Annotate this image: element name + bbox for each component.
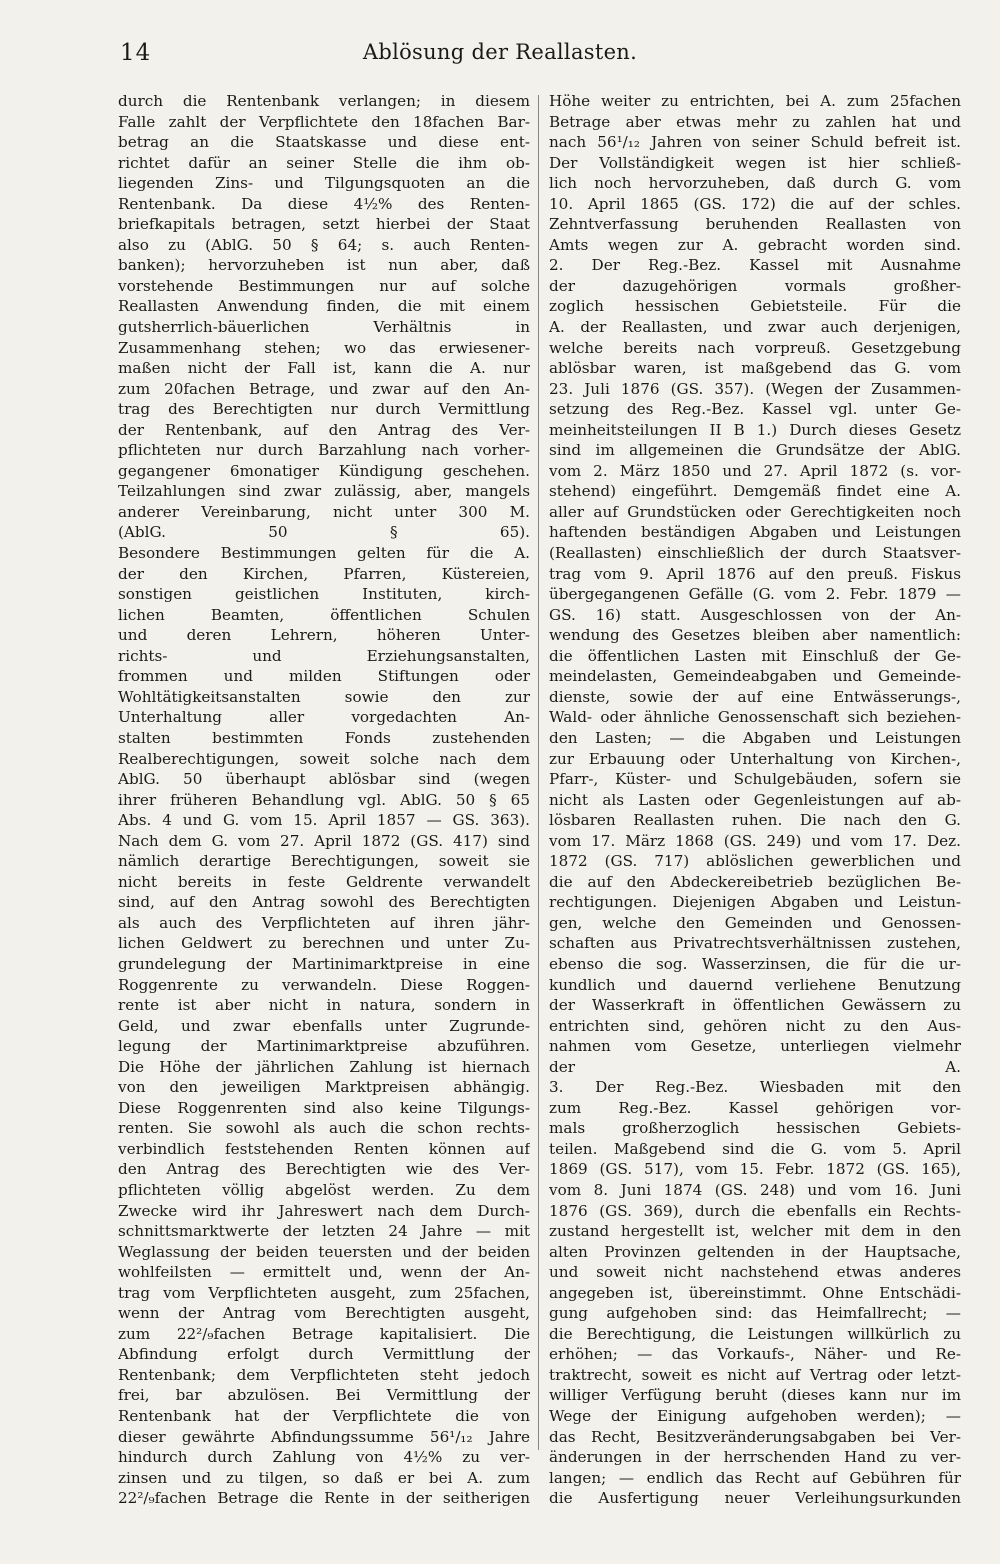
text-line: Betrage aber etwas mehr zu zahlen hat und [549,112,961,131]
text-line: mals großherzoglich hessischen Gebiets- [549,1119,961,1138]
text-line: nahmen vom Gesetze, unterliegen vielmehr [549,1037,961,1056]
text-line: betrag an die Staatskasse und diese ent- [118,133,530,152]
text-line: 23. Juli 1876 (GS. 357). (Wegen der Zusammen- [549,379,961,398]
text-line: Amts wegen zur A. gebracht worden sind. [549,235,961,254]
text-line: stehend) eingeführt. Demgemäß findet eine A. [549,482,961,501]
text-line: zinsen und zu tilgen, so daß er bei A. zum [118,1468,530,1487]
text-line: zoglich hessischen Gebietsteile. Für die [549,297,961,316]
text-line: trag des Berechtigten nur durch Vermittlung [118,400,530,419]
text-line: lichen Geldwert zu berechnen und unter Zu- [118,934,530,953]
text-line: lösbaren Reallasten ruhen. Die nach den G. [549,811,961,830]
text-line: ihrer früheren Behandlung vgl. AblG. 50 § 65 [118,790,530,809]
text-line: nämlich derartige Berechtigungen, soweit sie [118,852,530,871]
text-line: nicht als Lasten oder Gegenleistungen auf ab- [549,790,961,809]
text-line: liegenden Zins- und Tilgungsquoten an die [118,174,530,193]
text-line: alten Provinzen geltenden in der Hauptsache, [549,1242,961,1261]
text-line: ablösbar waren, ist maßgebend das G. vom [549,359,961,378]
text-line: Rentenbank; dem Verpflichteten steht jedoch [118,1365,530,1384]
text-line: der A. [549,1057,961,1076]
text-line: Geld, und zwar ebenfalls unter Zugrunde- [118,1016,530,1035]
text-line: zum 20fachen Betrage, und zwar auf den An- [118,379,530,398]
text-line: erhöhen; — das Vorkaufs-, Näher- und Re- [549,1345,961,1364]
text-line: Zehntverfassung beruhenden Reallasten von [549,215,961,234]
running-title: Ablösung der Reallasten. [362,40,638,64]
text-line: Unterhaltung aller vorgedachten An- [118,708,530,727]
text-line: der Wasserkraft in öffentlichen Gewässern zu [549,996,961,1015]
right-text-column [549,91,961,1509]
text-line: vorstehende Bestimmungen nur auf solche [118,276,530,295]
text-line: AblG. 50 überhaupt ablösbar sind (wegen [118,770,530,789]
text-line: die öffentlichen Lasten mit Einschluß der Ge- [549,646,961,665]
text-line: sind im allgemeinen die Grundsätze der AblG. [549,441,961,460]
text-line: nach 56¹/₁₂ Jahren von seiner Schuld befreit ist. [549,133,961,152]
text-line: sind, auf den Antrag sowohl des Berechtigten [118,893,530,912]
text-line: zustand hergestellt ist, welcher mit dem in den [549,1222,961,1241]
text-line: Falle zahlt der Verpflichtete den 18fachen Bar- [118,112,530,131]
text-line: der den Kirchen, Pfarren, Küstereien, [118,564,530,583]
text-line: die auf den Abdeckereibetrieb bezüglichen Be- [549,872,961,891]
text-line: kundlich und dauernd verliehene Benutzung [549,975,961,994]
column-divider [538,95,539,1450]
text-line: traktrecht, soweit es nicht auf Vertrag oder letzt- [549,1365,961,1384]
text-line: richts- und Erziehungsanstalten, [118,646,530,665]
text-line: übergegangenen Gefälle (G. vom 2. Febr. 1879 — [549,585,961,604]
text-line: haftenden beständigen Abgaben und Leistungen [549,523,961,542]
text-line: 10. April 1865 (GS. 172) die auf der schles. [549,194,961,213]
text-line: hindurch durch Zahlung von 4½% zu ver- [118,1448,530,1467]
text-line: anderer Vereinbarung, nicht unter 300 M. [118,502,530,521]
text-line: stalten bestimmten Fonds zustehenden [118,728,530,747]
text-line: grundelegung der Martinimarktpreise in eine [118,954,530,973]
text-line: Abfindung erfolgt durch Vermittlung der [118,1345,530,1364]
text-line: die Berechtigung, die Leistungen willkürlich zu [549,1324,961,1343]
text-line: das Recht, Besitzveränderungsabgaben bei Ver- [549,1427,961,1446]
text-line: meindelasten, Gemeindeabgaben und Gemeinde- [549,667,961,686]
text-line: briefkapitals betragen, setzt hierbei der Staat [118,215,530,234]
text-line: Teilzahlungen sind zwar zulässig, aber, mangels [118,482,530,501]
text-line: banken); hervorzuheben ist nun aber, daß [118,256,530,275]
text-line: zur Erbauung oder Unterhaltung von Kirchen-, [549,749,961,768]
text-line: zum Reg.-Bez. Kassel gehörigen vor- [549,1098,961,1117]
text-line: lich noch hervorzuheben, daß durch G. vom [549,174,961,193]
text-line: renten. Sie sowohl als auch die schon rechts- [118,1119,530,1138]
text-line: verbindlich feststehenden Renten können auf [118,1139,530,1158]
text-line: Die Höhe der jährlichen Zahlung ist hiernach [118,1057,530,1076]
text-line: gegangener 6monatiger Kündigung geschehen. [118,461,530,480]
text-line: als auch des Verpflichteten auf ihren jähr- [118,913,530,932]
text-line: 1872 (GS. 717) ablöslichen gewerblichen und [549,852,961,871]
text-line: Der Vollständigkeit wegen ist hier schließ- [549,153,961,172]
text-line: (AblG. 50 § 65). [118,523,530,542]
text-line: Nach dem G. vom 27. April 1872 (GS. 417) sind [118,831,530,850]
text-line: durch die Rentenbank verlangen; in diesem [118,92,530,110]
text-line: richtet dafür an seiner Stelle die ihm ob- [118,153,530,172]
text-line: ebenso die sog. Wasserzinsen, die für die ur- [549,954,961,973]
text-line: der dazugehörigen vormals großher- [549,276,961,295]
page-header [120,40,880,80]
text-line: Rentenbank. Da diese 4½% des Renten- [118,194,530,213]
text-line: den Antrag des Berechtigten wie des Ver- [118,1160,530,1179]
text-line: schaften aus Privatrechtsverhältnissen zustehen, [549,934,961,953]
text-line: den Lasten; — die Abgaben und Leistungen [549,728,961,747]
text-line: und soweit nicht nachstehend etwas anderes [549,1263,961,1282]
text-line: williger Verfügung beruht (dieses kann nur im [549,1386,961,1405]
text-line: Wohltätigkeitsanstalten sowie den zur [118,687,530,706]
text-line: vom 17. März 1868 (GS. 249) und vom 17. Dez. [549,831,961,850]
text-line: und deren Lehrern, höheren Unter- [118,626,530,645]
text-line: Abs. 4 und G. vom 15. April 1857 — GS. 363). [118,811,530,830]
text-line: 1876 (GS. 369), durch die ebenfalls ein Rechts- [549,1201,961,1220]
left-text-column [118,91,530,1509]
text-line: Diese Roggenrenten sind also keine Tilgungs- [118,1098,530,1117]
text-line: trag vom 9. April 1876 auf den preuß. Fiskus [549,564,961,583]
text-line: rente ist aber nicht in natura, sondern in [118,996,530,1015]
text-line: Rentenbank hat der Verpflichtete die von [118,1407,530,1425]
text-line: 1869 (GS. 517), vom 15. Febr. 1872 (GS. 165), [549,1160,961,1179]
text-line: pflichteten nur durch Barzahlung nach vorher- [118,441,530,460]
text-line: teilen. Maßgebend sind die G. vom 5. April [549,1139,961,1158]
text-line: Wald- oder ähnliche Genossenschaft sich beziehen- [549,708,961,727]
text-line: angegeben ist, übereinstimmt. Ohne Entschädi- [549,1283,961,1302]
text-line: aller auf Grundstücken oder Gerechtigkeiten noch [549,502,961,521]
text-line: maßen nicht der Fall ist, kann die A. nur [118,359,530,378]
text-line: pflichteten völlig abgelöst werden. Zu dem [118,1180,530,1199]
text-line: gung aufgehoben sind: das Heimfallrecht; — [549,1304,961,1323]
text-line: Zwecke wird ihr Jahreswert nach dem Durch- [118,1201,530,1220]
text-line: 2. Der Reg.-Bez. Kassel mit Ausnahme [549,256,961,275]
text-line: Pfarr-, Küster- und Schulgebäuden, sofern sie [549,770,961,789]
text-line: Zusammenhang stehen; wo das erwiesener- [118,338,530,357]
text-line: der Rentenbank, auf den Antrag des Ver- [118,420,530,439]
text-line: Wege der Einigung aufgehoben werden); — [549,1407,961,1425]
text-line: Reallasten Anwendung finden, die mit einem [118,297,530,316]
text-line: Besondere Bestimmungen gelten für die A. [118,544,530,563]
text-line: nicht bereits in feste Geldrente verwandelt [118,872,530,891]
text-line: änderungen in der herrschenden Hand zu ver- [549,1448,961,1467]
text-line: frei, bar abzulösen. Bei Vermittlung der [118,1386,530,1405]
text-line: wohlfeilsten — ermittelt und, wenn der An- [118,1263,530,1282]
text-line: frommen und milden Stiftungen oder [118,667,530,686]
text-line: gen, welche den Gemeinden und Genossen- [549,913,961,932]
text-line: meinheitsteilungen II B 1.) Durch dieses Gesetz [549,420,961,439]
text-line: die Ausfertigung neuer Verleihungsurkunden [549,1489,961,1508]
text-line: vom 2. März 1850 und 27. April 1872 (s. vor- [549,461,961,480]
text-line: (Reallasten) einschließlich der durch Staatsver- [549,544,961,563]
text-line: Realberechtigungen, soweit solche nach dem [118,749,530,768]
text-line: Höhe weiter zu entrichten, bei A. zum 25fachen [549,92,961,110]
text-line: setzung des Reg.-Bez. Kassel vgl. unter Ge- [549,400,961,419]
text-line: trag vom Verpflichteten ausgeht, zum 25fachen, [118,1283,530,1302]
text-line: dienste, sowie der auf eine Entwässerungs-, [549,687,961,706]
text-line: gutsherrlich-bäuerlichen Verhältnis in [118,318,530,337]
text-line: von den jeweiligen Marktpreisen abhängig. [118,1078,530,1097]
text-line: GS. 16) statt. Ausgeschlossen von der An- [549,605,961,624]
text-line: also zu (AblG. 50 § 64; s. auch Renten- [118,235,530,254]
text-line: A. der Reallasten, und zwar auch derjenigen, [549,318,961,337]
text-line: Weglassung der beiden teuersten und der beiden [118,1242,530,1261]
text-line: vom 8. Juni 1874 (GS. 248) und vom 16. Juni [549,1180,961,1199]
text-line: langen; — endlich das Recht auf Gebühren für [549,1468,961,1487]
page-number: 14 [120,40,152,66]
text-line: sonstigen geistlichen Instituten, kirch- [118,585,530,604]
text-line: dieser gewährte Abfindungssumme 56¹/₁₂ Jahre [118,1427,530,1446]
text-line: 3. Der Reg.-Bez. Wiesbaden mit den [549,1078,961,1097]
text-line: rechtigungen. Diejenigen Abgaben und Leistun- [549,893,961,912]
text-line: legung der Martinimarktpreise abzuführen. [118,1037,530,1056]
text-line: wenn der Antrag vom Berechtigten ausgeht, [118,1304,530,1323]
text-line: welche bereits nach vorpreuß. Gesetzgebung [549,338,961,357]
text-line: schnittsmarktwerte der letzten 24 Jahre — mit [118,1222,530,1241]
text-line: Roggenrente zu verwandeln. Diese Roggen- [118,975,530,994]
text-line: lichen Beamten, öffentlichen Schulen [118,605,530,624]
text-line: wendung des Gesetzes bleiben aber namentlich: [549,626,961,645]
text-line: entrichten sind, gehören nicht zu den Aus- [549,1016,961,1035]
text-line: 22²/₉fachen Betrage die Rente in der seitherigen [118,1489,530,1508]
text-line: zum 22²/₉fachen Betrage kapitalisiert. Die [118,1324,530,1343]
